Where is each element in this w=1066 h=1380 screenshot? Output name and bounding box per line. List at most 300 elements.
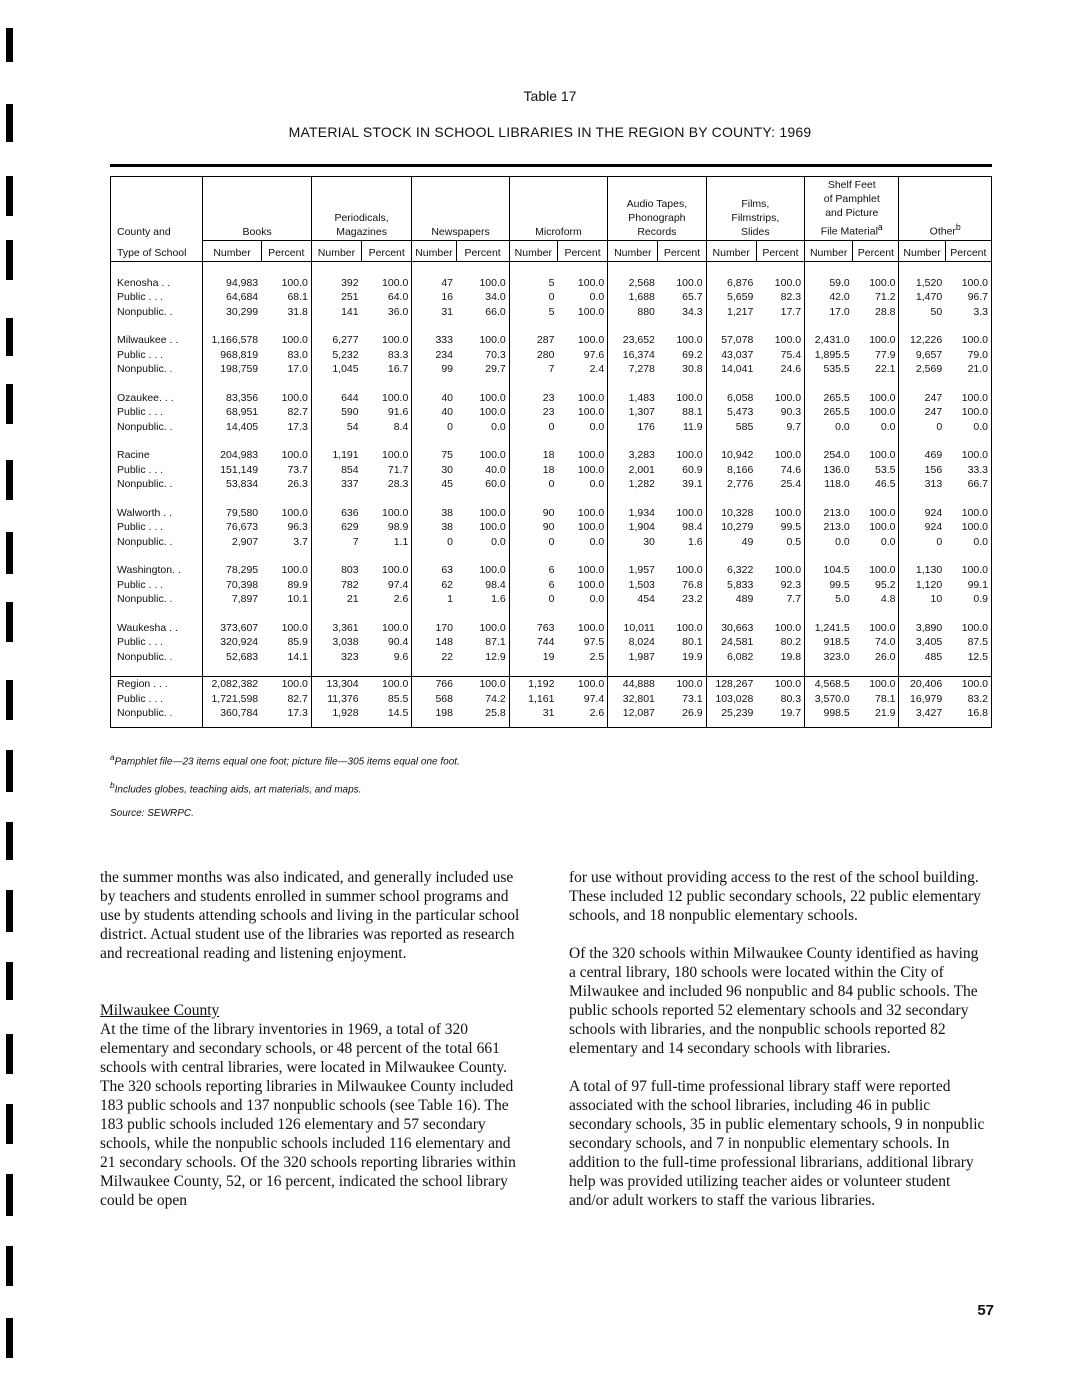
cell-number: 469	[899, 448, 945, 463]
cell-number: 19	[509, 650, 557, 665]
cell-number: 0.0	[805, 420, 853, 435]
cell-percent: 0.9	[973, 593, 988, 606]
cell-number: 333	[412, 333, 456, 348]
cell-percent: 100.0	[961, 276, 988, 289]
cell-percent: 100.0	[382, 276, 409, 289]
cell-number: 103,028	[706, 692, 756, 707]
cell-number: 22	[412, 650, 456, 665]
cell-percent: 100.0	[479, 521, 506, 534]
col-group-audio: Audio Tapes, Phonograph Records	[608, 177, 706, 241]
cell-number: 2,082,382	[203, 677, 261, 692]
cell-number: 38	[412, 506, 456, 521]
col-group-other: Other$^b$	[899, 177, 992, 241]
cell-percent: 83.3	[387, 348, 409, 361]
sub-header-number: Number	[899, 240, 945, 261]
cell-number: 10,942	[706, 448, 756, 463]
cell-percent: 100.0	[774, 276, 802, 289]
cell-percent: 69.2	[682, 348, 703, 361]
cell-number: 42.0	[805, 290, 853, 305]
group-header-row	[111, 177, 992, 241]
cell-number: 1,282	[608, 477, 658, 492]
cell-number: 32,801	[608, 692, 658, 707]
table-row	[111, 506, 992, 521]
cell-percent: 17.7	[780, 305, 802, 318]
cell-percent: 17.3	[287, 420, 308, 433]
cell-number: 0	[412, 420, 456, 435]
source-note: Source: SEWRPC.	[110, 808, 194, 819]
cell-percent: 0.0	[880, 420, 896, 433]
cell-number: 0	[509, 592, 557, 607]
cell-percent: 10.1	[287, 593, 308, 606]
cell-percent: 100.0	[281, 276, 308, 289]
cell-percent: 19.8	[780, 650, 802, 663]
footnote-b: $^b$Includes globes, teaching aids, art materials, and maps.	[110, 780, 362, 796]
cell-number: 1,895.5	[805, 348, 853, 363]
cell-number: 918.5	[805, 635, 853, 650]
cell-number: 16,374	[608, 348, 658, 363]
page-number: 57	[977, 1302, 994, 1319]
cell-number: 6,876	[706, 276, 756, 291]
cell-percent: 66.7	[967, 478, 988, 491]
table-row	[111, 592, 992, 607]
cell-number: 2,776	[706, 477, 756, 492]
cell-number: 9,657	[899, 348, 945, 363]
cell-number: 76,673	[203, 520, 261, 535]
cell-number: 5,473	[706, 405, 756, 420]
row-label: Washington. .	[111, 563, 203, 578]
sub-header-number: Number	[805, 240, 853, 261]
row-label: Nonpublic. .	[111, 592, 203, 607]
cell-percent: 91.6	[387, 406, 409, 419]
cell-number: 49	[706, 535, 756, 550]
cell-percent: 100.0	[577, 305, 605, 318]
cell-number: 3,361	[311, 621, 361, 636]
cell-number: 64,684	[203, 290, 261, 305]
cell-percent: 100.0	[577, 449, 605, 462]
cell-percent: 82.7	[287, 692, 308, 705]
cell-percent: 21.9	[875, 707, 896, 720]
cell-number: 16,979	[899, 692, 945, 707]
cell-percent: 85.9	[287, 636, 308, 649]
row-label: Racine	[111, 448, 203, 463]
cell-number: 7,897	[203, 592, 261, 607]
cell-percent: 28.8	[875, 305, 896, 318]
row-label: Nonpublic. .	[111, 477, 203, 492]
cell-percent: 16.8	[967, 707, 988, 720]
cell-number: 454	[608, 592, 658, 607]
cell-number: 0	[412, 535, 456, 550]
cell-number: 30,663	[706, 621, 756, 636]
cell-number: 23	[509, 391, 557, 406]
cell-number: 3,038	[311, 635, 361, 650]
sub-header-percent: Percent	[658, 240, 706, 261]
cell-percent: 53.5	[875, 463, 896, 476]
cell-number: 247	[899, 405, 945, 420]
row-label: Public . . .	[111, 635, 203, 650]
cell-percent: 1.6	[491, 593, 506, 606]
cell-number: 265.5	[805, 391, 853, 406]
paragraph: At the time of the library inventories in 1969, a total of 320 elementary and secondary schools, or 48 percent of the total 661 schools with central libraries, were located in Milwaukee County. The 320 schools reporting libraries in Milwaukee County included 183 public schools and 137 nonpublic schools (see Table 16). The 183 public schools included 126 elementary and 57 secondary schools, while the nonpublic schools included 116 elementary and 21 secondary schools. Of the 320 schools reporting libraries within Milwaukee County, 52, or 16 percent, indicated the school library could be open	[100, 1021, 516, 1209]
cell-percent: 14.1	[287, 650, 308, 663]
cell-number: 63	[412, 563, 456, 578]
cell-percent: 100.0	[961, 406, 988, 419]
cell-percent: 100.0	[479, 391, 506, 404]
cell-percent: 46.5	[875, 478, 896, 491]
col-group-newspapers: Newspapers	[412, 177, 509, 241]
cell-number: 18	[509, 463, 557, 478]
cell-number: 5,833	[706, 578, 756, 593]
cell-number: 392	[311, 276, 361, 291]
scan-edge-mark	[6, 240, 13, 280]
cell-number: 44,888	[608, 677, 658, 692]
cell-number: 24,581	[706, 635, 756, 650]
cell-percent: 99.5	[780, 521, 802, 534]
cell-percent: 74.2	[485, 692, 506, 705]
cell-number: 360,784	[203, 706, 261, 721]
sub-header-percent: Percent	[945, 240, 991, 261]
scan-edge-mark	[6, 750, 13, 792]
cell-percent: 90.3	[780, 406, 802, 419]
cell-number: 10,011	[608, 621, 658, 636]
cell-number: 176	[608, 420, 658, 435]
cell-number: 156	[899, 463, 945, 478]
cell-percent: 100.0	[281, 564, 308, 577]
cell-percent: 100.0	[577, 621, 605, 634]
cell-number: 1,483	[608, 391, 658, 406]
cell-number: 10,279	[706, 520, 756, 535]
cell-number: 94,983	[203, 276, 261, 291]
cell-number: 54	[311, 420, 361, 435]
cell-number: 78,295	[203, 563, 261, 578]
cell-number: 10,328	[706, 506, 756, 521]
table-row	[111, 391, 992, 406]
cell-percent: 89.9	[287, 578, 308, 591]
cell-number: 213.0	[805, 520, 853, 535]
cell-percent: 90.4	[387, 636, 409, 649]
cell-number: 0	[899, 535, 945, 550]
table-body	[111, 261, 992, 727]
cell-number: 644	[311, 391, 361, 406]
cell-percent: 65.7	[682, 291, 703, 304]
cell-percent: 100.0	[479, 449, 506, 462]
cell-number: 53,834	[203, 477, 261, 492]
cell-percent: 82.3	[780, 291, 802, 304]
cell-percent: 2.6	[393, 593, 409, 606]
cell-percent: 30.8	[682, 363, 703, 376]
sub-header-percent: Percent	[456, 240, 509, 261]
table-row	[111, 477, 992, 492]
cell-percent: 25.4	[780, 478, 802, 491]
cell-percent: 100.0	[869, 406, 896, 419]
scan-edge-mark	[6, 28, 13, 62]
cell-percent: 9.6	[393, 650, 409, 663]
cell-number: 1,166,578	[203, 333, 261, 348]
cell-number: 3,405	[899, 635, 945, 650]
cell-percent: 100.0	[382, 449, 409, 462]
cell-number: 1,241.5	[805, 621, 853, 636]
cell-percent: 100.0	[281, 449, 308, 462]
cell-percent: 100.0	[961, 564, 988, 577]
cell-number: 0	[509, 420, 557, 435]
scan-edge-mark	[6, 602, 13, 642]
cell-number: 40	[412, 391, 456, 406]
cell-number: 2,431.0	[805, 333, 853, 348]
cell-number: 31	[509, 706, 557, 721]
sub-header-number: Number	[412, 240, 456, 261]
row-label: Public . . .	[111, 463, 203, 478]
cell-number: 170	[412, 621, 456, 636]
cell-number: 1	[412, 592, 456, 607]
cell-percent: 34.3	[682, 305, 703, 318]
cell-number: 18	[509, 448, 557, 463]
cell-percent: 73.1	[682, 692, 703, 705]
cell-percent: 100.0	[382, 564, 409, 577]
table-row	[111, 290, 992, 305]
cell-number: 62	[412, 578, 456, 593]
cell-percent: 80.3	[780, 692, 802, 705]
sub-header-number: Number	[608, 240, 658, 261]
row-label: Nonpublic. .	[111, 535, 203, 550]
cell-percent: 0.5	[786, 535, 802, 548]
scan-edge-mark	[6, 1104, 13, 1144]
scan-edge-mark	[6, 1246, 13, 1286]
cell-percent: 75.4	[780, 348, 802, 361]
cell-percent: 7.7	[786, 593, 802, 606]
cell-percent: 34.0	[485, 291, 506, 304]
cell-number: 489	[706, 592, 756, 607]
cell-number: 5,232	[311, 348, 361, 363]
cell-percent: 11.9	[682, 420, 703, 433]
cell-percent: 100.0	[479, 621, 506, 634]
cell-number: 68,951	[203, 405, 261, 420]
cell-percent: 4.8	[880, 593, 896, 606]
cell-number: 968,819	[203, 348, 261, 363]
paragraph: for use without providing access to the rest of the school building. These included 12 public secondary schools, 22 public elementary schools, and 18 nonpublic elementary schools.	[569, 869, 981, 924]
row-label: Public . . .	[111, 692, 203, 707]
cell-number: 373,607	[203, 621, 261, 636]
scan-edge-mark	[6, 1174, 13, 1216]
cell-number: 1,120	[899, 578, 945, 593]
cell-percent: 100.0	[869, 391, 896, 404]
spacer-row	[111, 377, 992, 391]
cell-number: 766	[412, 677, 456, 692]
footnote-mark-a: a	[877, 222, 883, 232]
cell-number: 99.5	[805, 578, 853, 593]
cell-percent: 77.9	[875, 348, 896, 361]
cell-percent: 100.0	[676, 564, 703, 577]
cell-percent: 0.0	[880, 535, 896, 548]
cell-percent: 74.0	[875, 636, 896, 649]
cell-number: 590	[311, 405, 361, 420]
cell-percent: 0.0	[589, 593, 605, 606]
cell-number: 744	[509, 635, 557, 650]
cell-number: 313	[899, 477, 945, 492]
row-label: Waukesha . .	[111, 621, 203, 636]
scan-edge-mark	[6, 384, 13, 424]
cell-percent: 100.0	[869, 506, 896, 519]
row-label: Public . . .	[111, 290, 203, 305]
cell-number: 40	[412, 405, 456, 420]
sub-header-percent: Percent	[756, 240, 804, 261]
row-label: Nonpublic. .	[111, 305, 203, 320]
cell-percent: 100.0	[869, 276, 896, 289]
cell-number: 17.0	[805, 305, 853, 320]
scan-edge-mark	[6, 822, 13, 860]
col-group-books: Books	[203, 177, 311, 241]
cell-percent: 97.4	[387, 578, 409, 591]
cell-number: 2,907	[203, 535, 261, 550]
scan-edge-mark	[6, 1034, 13, 1074]
cell-number: 763	[509, 621, 557, 636]
material-stock-table	[110, 176, 992, 728]
cell-number: 21	[311, 592, 361, 607]
cell-number: 2,569	[899, 362, 945, 377]
cell-percent: 17.3	[287, 707, 308, 720]
cell-percent: 23.2	[682, 593, 703, 606]
cell-number: 1,957	[608, 563, 658, 578]
cell-number: 8,166	[706, 463, 756, 478]
cell-percent: 88.1	[682, 406, 703, 419]
cell-percent: 100.0	[961, 391, 988, 404]
cell-number: 14,041	[706, 362, 756, 377]
scan-edge-mark	[6, 176, 13, 216]
cell-number: 10	[899, 592, 945, 607]
cell-percent: 100.0	[676, 391, 703, 404]
cell-percent: 68.1	[287, 291, 308, 304]
table-row	[111, 276, 992, 291]
cell-percent: 100.0	[281, 506, 308, 519]
table-row	[111, 405, 992, 420]
cell-number: 57,078	[706, 333, 756, 348]
cell-number: 0	[509, 477, 557, 492]
spacer-row	[111, 607, 992, 621]
cell-number: 251	[311, 290, 361, 305]
cell-percent: 26.0	[875, 650, 896, 663]
cell-number: 118.0	[805, 477, 853, 492]
cell-number: 2,001	[608, 463, 658, 478]
cell-number: 70,398	[203, 578, 261, 593]
cell-number: 1,161	[509, 692, 557, 707]
cell-percent: 1.6	[688, 535, 703, 548]
cell-number: 8,024	[608, 635, 658, 650]
row-label: Milwaukee . .	[111, 333, 203, 348]
cell-percent: 100.0	[577, 463, 605, 476]
cell-percent: 100.0	[382, 621, 409, 634]
cell-percent: 82.7	[287, 406, 308, 419]
cell-number: 323.0	[805, 650, 853, 665]
table-row	[111, 650, 992, 665]
cell-percent: 87.5	[967, 636, 988, 649]
cell-percent: 100.0	[456, 677, 509, 692]
scan-edge-mark	[6, 532, 13, 574]
cell-percent: 22.1	[875, 363, 896, 376]
table-row	[111, 420, 992, 435]
section-heading: Milwaukee County	[100, 1002, 220, 1019]
cell-number: 1,688	[608, 290, 658, 305]
cell-percent: 100.0	[281, 391, 308, 404]
cell-number: 128,267	[706, 677, 756, 692]
cell-number: 3,570.0	[805, 692, 853, 707]
cell-percent: 100.0	[479, 334, 506, 347]
row-label: Kenosha . .	[111, 276, 203, 291]
cell-number: 45	[412, 477, 456, 492]
cell-percent: 33.3	[967, 463, 988, 476]
table-row	[111, 563, 992, 578]
cell-percent: 100.0	[869, 621, 896, 634]
cell-number: 38	[412, 520, 456, 535]
cell-percent: 100.0	[577, 578, 605, 591]
cell-percent: 97.4	[583, 692, 605, 705]
cell-percent: 0.0	[973, 420, 988, 433]
col-group-shelf-feet: Shelf Feet of Pamphlet and Picture File Material$^a$	[805, 177, 899, 241]
cell-percent: 100.0	[869, 334, 896, 347]
spacer-row	[111, 721, 992, 728]
cell-number: 629	[311, 520, 361, 535]
cell-percent: 100.0	[961, 449, 988, 462]
cell-number: 148	[412, 635, 456, 650]
cell-percent: 83.2	[967, 692, 988, 705]
cell-percent: 31.8	[287, 305, 308, 318]
cell-percent: 100.0	[382, 391, 409, 404]
cell-percent: 3.7	[293, 535, 308, 548]
cell-number: 5,659	[706, 290, 756, 305]
cell-number: 0	[899, 420, 945, 435]
footnote-mark-b: b	[955, 222, 961, 232]
cell-number: 1,934	[608, 506, 658, 521]
cell-number: 585	[706, 420, 756, 435]
cell-number: 6,058	[706, 391, 756, 406]
cell-percent: 24.6	[780, 363, 802, 376]
cell-percent: 100.0	[961, 334, 988, 347]
cell-percent: 96.7	[967, 291, 988, 304]
cell-number: 323	[311, 650, 361, 665]
cell-percent: 60.0	[485, 478, 506, 491]
cell-percent: 80.1	[682, 636, 703, 649]
cell-number: 1,721,598	[203, 692, 261, 707]
cell-percent: 100.0	[869, 521, 896, 534]
cell-percent: 0.0	[589, 535, 605, 548]
cell-number: 25,239	[706, 706, 756, 721]
cell-percent: 29.7	[485, 363, 506, 376]
cell-number: 1,503	[608, 578, 658, 593]
cell-percent: 100.0	[774, 564, 802, 577]
cell-percent: 100.0	[557, 677, 607, 692]
cell-percent: 64.0	[387, 291, 409, 304]
cell-number: 3,283	[608, 448, 658, 463]
cell-percent: 100.0	[658, 677, 706, 692]
cell-percent: 0.0	[589, 291, 605, 304]
cell-percent: 97.6	[583, 348, 605, 361]
row-label: Public . . .	[111, 578, 203, 593]
table-row	[111, 578, 992, 593]
col-group-periodicals: Periodicals, Magazines	[311, 177, 411, 241]
footnote-a: $^a$Pamphlet file—23 items equal one foot; picture file—305 items equal one foot.	[110, 752, 460, 768]
cell-percent: 78.1	[875, 692, 896, 705]
cell-number: 30,299	[203, 305, 261, 320]
cell-number: 141	[311, 305, 361, 320]
cell-number: 90	[509, 520, 557, 535]
cell-number: 535.5	[805, 362, 853, 377]
cell-number: 16	[412, 290, 456, 305]
sub-header-number: Number	[706, 240, 756, 261]
row-label: Nonpublic. .	[111, 706, 203, 721]
col-group-microform: Microform	[509, 177, 607, 241]
cell-number: 6,082	[706, 650, 756, 665]
cell-percent: 100.0	[479, 506, 506, 519]
cell-number: 854	[311, 463, 361, 478]
cell-percent: 100.0	[479, 564, 506, 577]
cell-number: 104.5	[805, 563, 853, 578]
